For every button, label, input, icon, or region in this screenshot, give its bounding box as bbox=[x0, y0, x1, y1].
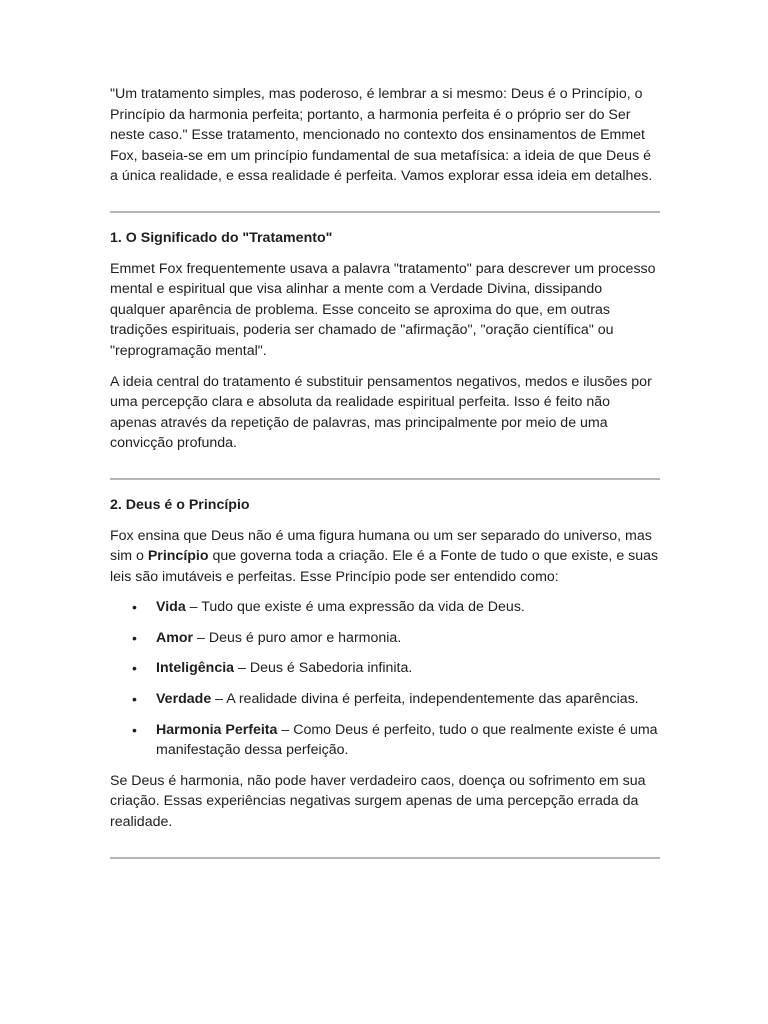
bullet-icon: • bbox=[132, 629, 137, 646]
list-item-text: – Tudo que existe é uma expressão da vida de Deus. bbox=[185, 599, 525, 616]
list-item bbox=[110, 720, 660, 761]
list-item-term: Harmonia Perfeita bbox=[156, 721, 278, 738]
section-2-paragraph-1 bbox=[110, 526, 660, 588]
list-item-text: – Deus é Sabedoria infinita. bbox=[234, 660, 413, 677]
paragraph-text: Fox ensina que Deus não é uma figura humana ou um ser separado do universo, mas sim o bbox=[110, 527, 652, 565]
intro-paragraph: "Um tratamento simples, mas poderoso, é lembrar a si mesmo: Deus é o Princípio, o Princípio da harmonia perfeita; portanto, a harmonia perfeita é o próprio ser do Ser neste caso." Esse tratamento, mencionado no contexto dos ensinamentos de Emmet Fox, baseia-se em um princípio fundamental de sua metafísica: a ideia de que Deus é a única realidade, e essa realidade é perfeita. Vamos explorar essa ideia em detalhes. bbox=[110, 86, 653, 185]
section-1-title: 1. O Significado do "Tratamento" bbox=[110, 229, 333, 246]
attribute-list bbox=[110, 597, 660, 761]
section-1-paragraph-2: A ideia central do tratamento é substituir pensamentos negativos, medos e ilusões por uma percepção clara e absoluta da realidade espiritual perfeita. Isso é feito não apenas através da repetição de palavras, mas principalmente por meio de uma convicção profunda. bbox=[110, 373, 652, 452]
list-item bbox=[110, 689, 660, 710]
list-item bbox=[110, 628, 660, 649]
bold-term: Princípio bbox=[147, 548, 209, 565]
section-divider bbox=[110, 857, 660, 859]
list-item-term: Inteligência bbox=[156, 660, 235, 677]
section-2-title: 2. Deus é o Princípio bbox=[110, 496, 250, 513]
list-item-text: – Deus é puro amor e harmonia. bbox=[193, 629, 402, 646]
paragraph-text: que governa toda a criação. Ele é a Fonte de tudo o que existe, e suas leis são imutáveis e perfeitas. Esse Princípio pode ser entendido como: bbox=[110, 548, 659, 585]
list-item bbox=[110, 658, 660, 679]
bullet-icon: • bbox=[132, 721, 137, 738]
list-item-text: – Como Deus é perfeito, tudo o que realmente existe é uma manifestação dessa perfeição. bbox=[156, 721, 658, 759]
list-item-term: Amor bbox=[156, 629, 194, 646]
bullet-icon: • bbox=[132, 660, 137, 677]
section-1-paragraph-1: Emmet Fox frequentemente usava a palavra "tratamento" para descrever um processo mental e espiritual que visa alinhar a mente com a Verdade Divina, dissipando qualquer aparência de problema. Esse conceito se aproxima do que, em outras tradições espirituais, poderia ser chamado de "afirmação", "oração científica" ou "reprogramação mental". bbox=[110, 260, 656, 359]
section-2-paragraph-2: Se Deus é harmonia, não pode haver verdadeiro caos, doença ou sofrimento em sua criação. Essas experiências negativas surgem apenas de uma percepção errada da realidade. bbox=[110, 772, 646, 831]
list-item-text: – A realidade divina é perfeita, independentemente das aparências. bbox=[211, 691, 639, 708]
list-item bbox=[110, 597, 660, 618]
bullet-icon: • bbox=[132, 691, 137, 708]
bullet-icon: • bbox=[132, 599, 137, 616]
section-divider bbox=[110, 211, 660, 213]
section-divider bbox=[110, 478, 660, 480]
document-page bbox=[110, 84, 660, 859]
list-item-term: Verdade bbox=[156, 691, 212, 708]
list-item-term: Vida bbox=[156, 599, 186, 616]
